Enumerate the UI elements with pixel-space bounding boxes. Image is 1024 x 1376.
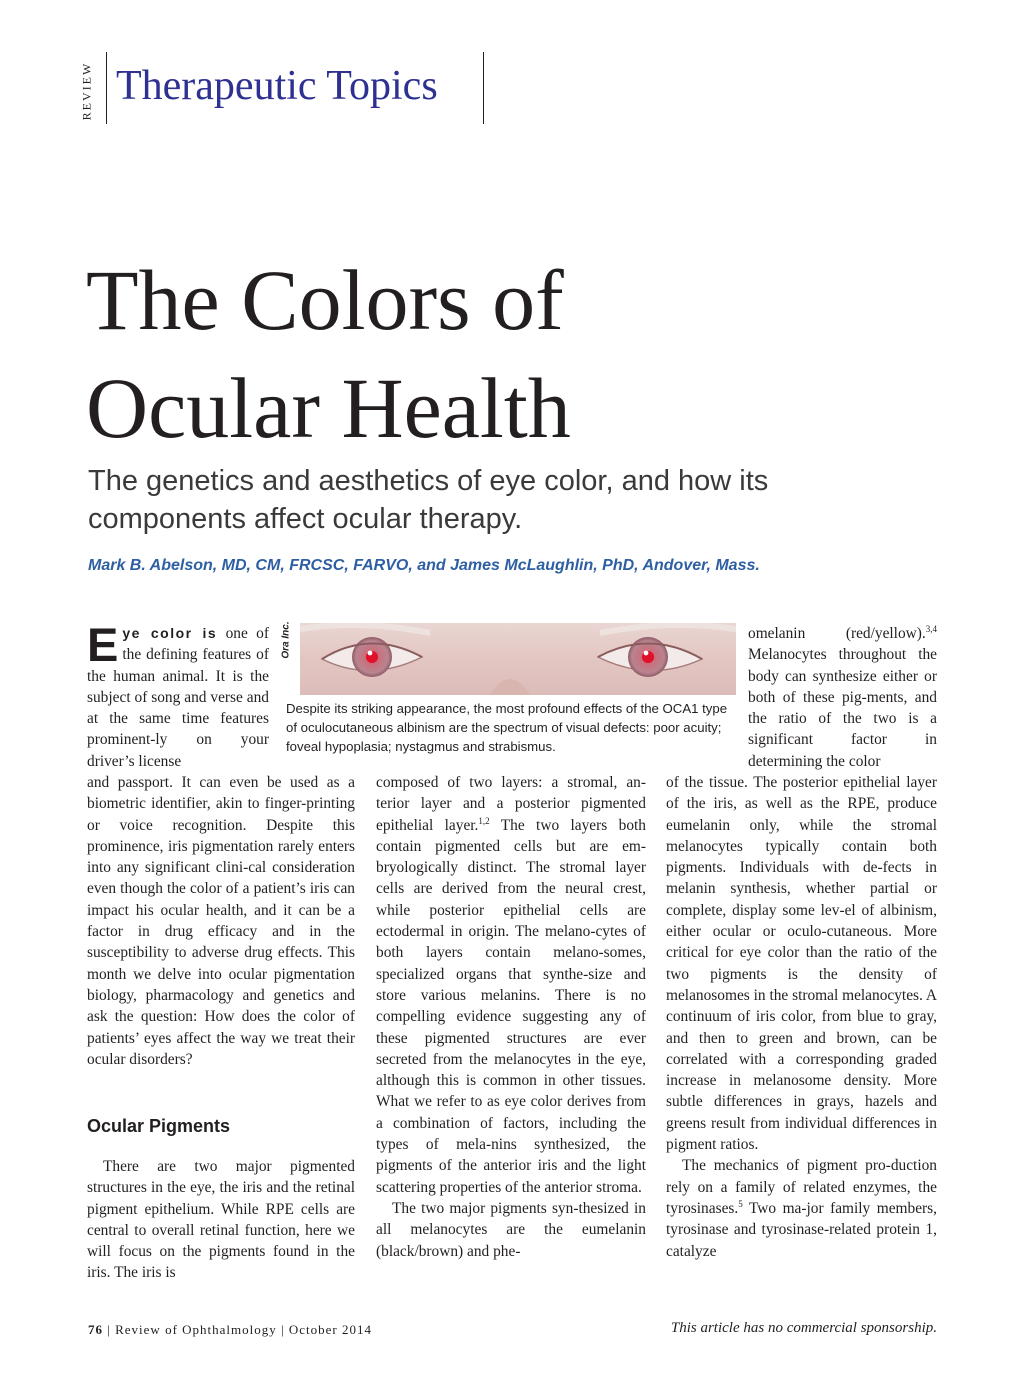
section-heading: Ocular Pigments bbox=[87, 1116, 231, 1136]
sponsorship-disclaimer: This article has no commercial sponsorship. bbox=[670, 1320, 937, 1336]
column3-top-text-a: omelanin (red/yellow). bbox=[748, 625, 926, 642]
page-number: 76 bbox=[88, 1322, 103, 1337]
drop-cap: E bbox=[87, 618, 119, 671]
figure-caption: Despite its striking appearance, the most profound effects of the OCA1 type of oculocutaneous albinism are the spectrum of visual defects: poor acuity; foveal hypoplasia; nystagmus and strabismus. bbox=[286, 701, 728, 754]
column2-text-a: composed of two layers: a stromal, an-terior layer and a posterior pigmented epithelial layer. bbox=[376, 774, 646, 834]
article-authors: Mark B. Abelson, MD, CM, FRCSC, FARVO, and James McLaughlin, PhD, Andover, Mass. bbox=[88, 557, 760, 574]
column1-paragraph-text: and passport. It can even be used as a biometric identifier, akin to finger-printing or voice recognition. Despite this prominence, iris pigmentation rarely enters into any significant clini-cal consideration even though the color of a patient’s iris can impact his ocular health, and it can be a factor in drug efficacy and in the susceptibility to adverse drug effects. This month we delve into ocular pigmentation biology, pharmacology and genetics and ask the question: How does the color of patients’ eyes affect the way we treat their ocular disorders? bbox=[87, 774, 355, 1068]
column3-paragraph2 bbox=[666, 1155, 937, 1261]
column2 bbox=[376, 772, 646, 1262]
column3-paragraph: of the tissue. The posterior epithelial layer of the iris, as well as the RPE, produce eumelanin only, while the stromal melanocytes typically contain both pigments. Individuals with de-fects in melanin synthesis, whether partial or complete, display some lev-el of albinism, either ocular or oculo-cutaneous. More critical for eye color than the ratio of the two pigments is the density of melanosomes in the stromal melanocytes. A continuum of iris color, from blue to gray, and then to green and brown, can be correlated with a corresponding graded increase in melanosome density. More subtle differences in grays, hazels and greens result from individual differences in pigment ratios. bbox=[666, 774, 937, 1154]
footer-separator: | bbox=[281, 1322, 285, 1337]
footer-separator: | bbox=[107, 1322, 111, 1337]
column2-text-b: The two layers both contain pigmented cells but are em-bryologically distinct. The stromal layer cells are derived from the neural crest, while posterior epithelial cells are ectodermal in origin. The melano-cytes of both layers contain melano-somes, specialized organs that synthe-size and store various melanins. There is no compelling evidence suggesting any of these pigmented structures are ever secreted from the melanocytes in the eye, although this is common in other tissues. What we refer to as eye color derives from a combination of factors, including the types of mela-nins synthesized, the pigments of the anterior iris and the light scattering properties of the anterior stroma. bbox=[376, 816, 646, 1196]
citation-5: 5 bbox=[738, 1198, 743, 1209]
article-title-line1: The Colors of bbox=[86, 252, 564, 348]
column1-paragraph bbox=[87, 772, 355, 1070]
photo-credit: Ora Inc. bbox=[280, 621, 292, 659]
column2-paragraph2: The two major pigments syn-thesized in all melanocytes are the eumelanin (black/brown) and phe- bbox=[376, 1199, 646, 1260]
section-title: Therapeutic Topics bbox=[116, 63, 438, 109]
article-title-line2: Ocular Health bbox=[86, 360, 571, 456]
publication-name: Review of Ophthalmology bbox=[115, 1322, 277, 1337]
citation-1-2: 1,2 bbox=[478, 815, 490, 826]
column3-bottom bbox=[666, 772, 937, 1262]
header-rule-right bbox=[483, 52, 484, 124]
column1-paragraph2-text: There are two major pigmented structures in the eye, the iris and the retinal pigment epithelium. While RPE cells are central to overall retinal function, here we will focus on the pigments found in the iris. The iris is bbox=[87, 1158, 355, 1282]
column1-intro bbox=[87, 618, 269, 772]
lead-in: ye color is bbox=[122, 625, 218, 641]
column1-intro-text: one of the defining features of the human animal. It is the subject of song and verse and at the same time features prominent-ly on your driver’s license bbox=[87, 625, 269, 770]
issue-date: October 2014 bbox=[288, 1322, 372, 1337]
article-title bbox=[86, 246, 786, 462]
article-subtitle: The genetics and aesthetics of eye color, and how its components affect ocular therapy. bbox=[88, 465, 769, 535]
review-label: REVIEW bbox=[79, 61, 94, 121]
column3-paragraph2-text-a: The mechanics of pigment pro-duction rely on a family of related enzymes, the tyrosinases. bbox=[666, 1157, 937, 1217]
citation-3-4: 3,4 bbox=[925, 623, 937, 634]
page-footer bbox=[88, 1322, 372, 1338]
header-rule-left bbox=[106, 52, 107, 124]
albinism-eyes-photo bbox=[300, 623, 736, 695]
column3-top-text-b: Melanocytes throughout the body can synthesize either or both of these pig-ments, and the ratio of the two is a significant factor in determining the color bbox=[748, 646, 937, 770]
column3-paragraph2-text-b: Two ma-jor family members, tyrosinase and tyrosinase-related protein 1, catalyze bbox=[666, 1199, 937, 1260]
column3-top bbox=[748, 623, 937, 772]
column1-paragraph2 bbox=[87, 1156, 355, 1284]
